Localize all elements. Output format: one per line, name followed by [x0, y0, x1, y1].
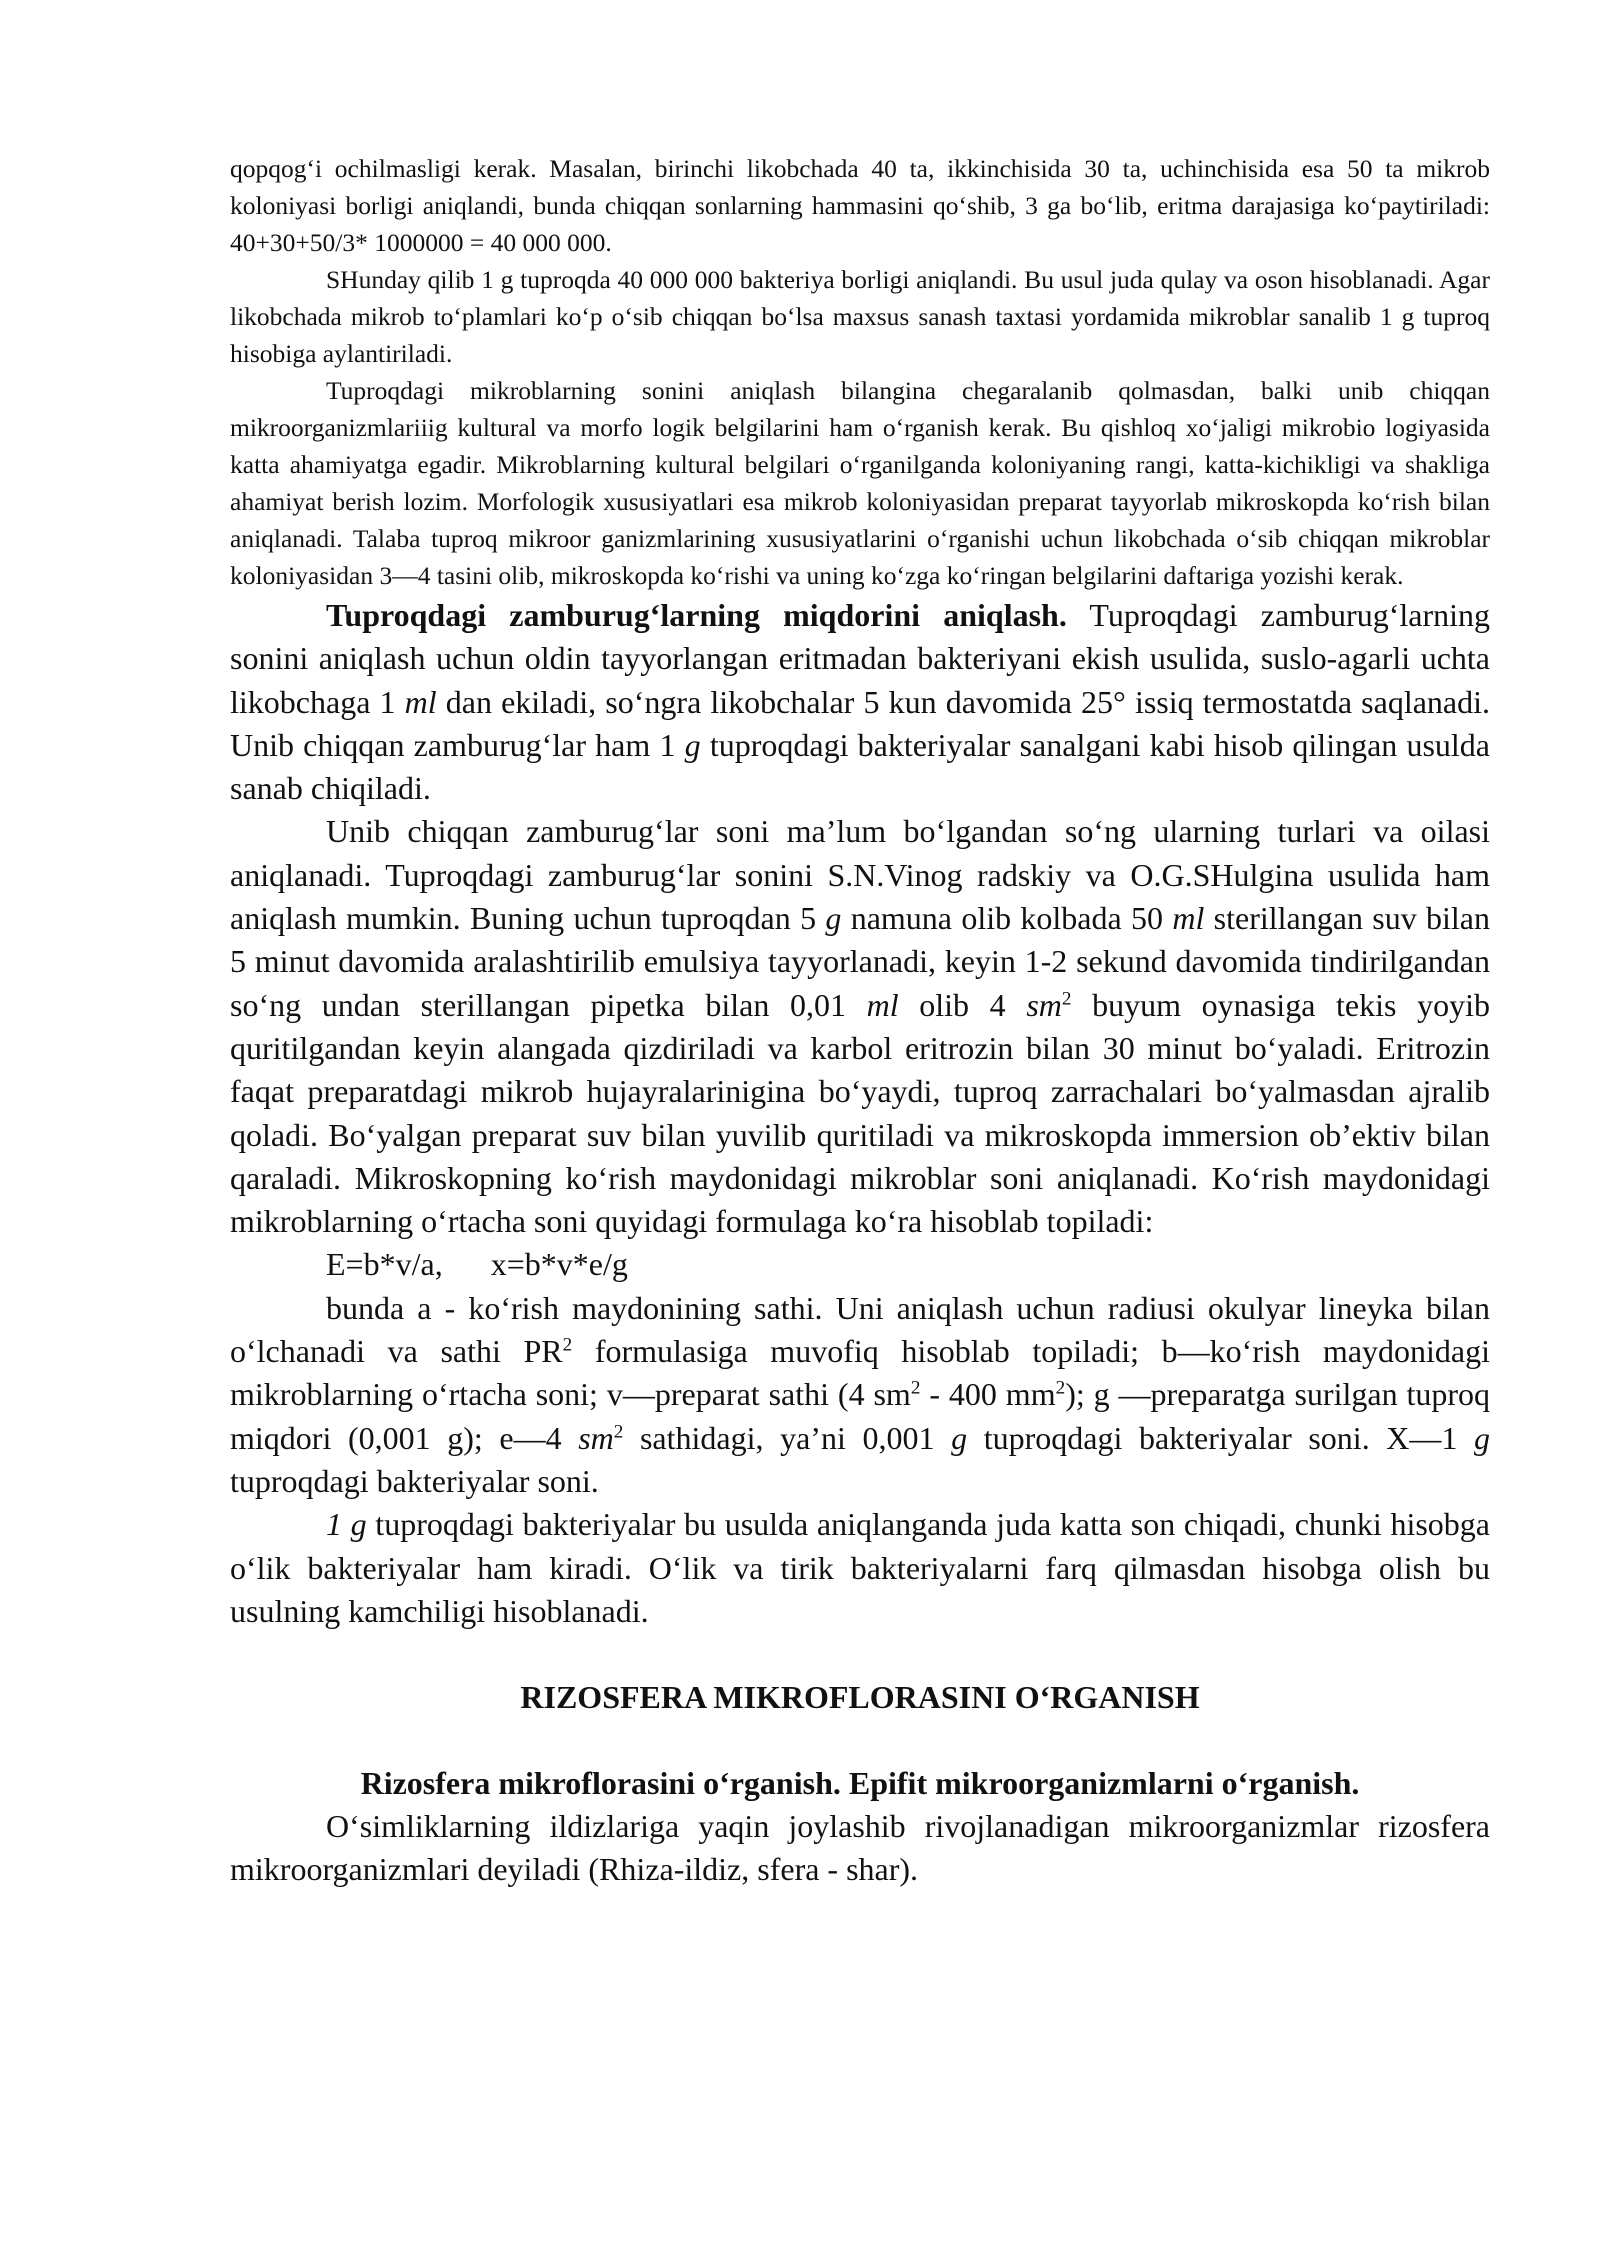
fungi-heading: Tuproqdagi zamburug‘larning miqdorini aniqlash. [326, 597, 1067, 633]
paragraph-method-drawback: 1 g tuproqdagi bakteriyalar bu usulda aniqlanganda juda katta son chiqadi, chunki hisobga o‘lik bakteriyalar ham kiradi. O‘lik va tirik bakteriyalarni farq qilmasdan hisobga olish bu usulning kamchiligi hisoblanadi. [230, 1506, 1491, 1629]
small-text-block [230, 150, 1490, 594]
section-title: RIZOSFERA MIKROFLORASINI O‘RGANISH [520, 1679, 1200, 1716]
spacer [230, 1633, 1490, 1676]
paragraph-rhizosphere-definition: O‘simliklarning ildizlariga yaqin joylashib rivojlanadigan mikroorganizmlar rizosfera mikroorganizmlari deyiladi (Rhiza-ildiz, sfera - shar). [230, 1808, 1490, 1888]
paragraph-fungi-method: Unib chiqqan zamburug‘lar soni ma’lum bo‘lgandan so‘ng ularning turlari va oilasi aniqlanadi. Tuproqdagi zamburug‘lar sonini S.N.Vinog radskiy va O.G.SHulgina usulida ham aniqlash mumkin. Buning uchun tuproqdan 5 g namuna olib kolbada 50 ml sterillangan suv bilan 5 minut davomida aralashtirilib emulsiya tayyorlanadi, keyin 1-2 sekund davomida tindirilgandan so‘ng undan sterillangan pipetka bilan 0,01 ml olib 4 $sm^2$ buyum oynasiga tekis yoyib quritilgandan keyin alangada qizdiriladi va karbol eritrozin bilan 30 minut bo‘yaladi. Eritrozin faqat preparatdagi mikrob hujayralarinigina bo‘yaydi, tuproq zarrachalari bo‘yalmasdan ajralib qoladi. Bo‘yalgan preparat suv bilan yuvilib quritiladi va mikroskopda immersion ob’ektiv bilan qaraladi. Mikroskopning ko‘rish maydonidagi mikroblar soni aniqlanadi. Ko‘rish maydonidagi mikroblarning o‘rtacha soni quyidagi formulaga ko‘ra hisoblab topiladi: [230, 813, 1491, 1240]
paragraph-colony-count: qopqog‘i ochilmasligi kerak. Masalan, birinchi likobchada 40 ta, ikkinchisida 30 ta, uchinchisida esa 50 ta mikrob koloniyasi borligi aniqlandi, bunda chiqqan sonlarning hammasini qo‘shib, 3 ga bo‘lib, eritma darajasiga ko‘paytiriladi: 40+30+50/3* 1000000 = 40 000 000. [230, 154, 1490, 257]
final-text-block [230, 1805, 1490, 1892]
paragraph-morphology: Tuproqdagi mikroblarning sonini aniqlash bilangina chegaralanib qolmasdan, balki unib chiqqan mikroorganizmlariiig kultural va morfo logik belgilarini ham o‘rganish kerak. Bu qishloq xo‘jaligi mikrobio logiyasida katta ahamiyatga egadir. Mikroblarning kultural belgilari o‘rganilganda koloniyaning rangi, katta-kichikligi va shakliga ahamiyat berish lozim. Morfologik xususiyatlari esa mikrob koloniyasidan preparat tayyorlab mikroskopda ko‘rish bilan aniqlanadi. Talaba tuproq mikroor ganizmlarining xususiyatlarini o‘rganishi uchun likobchada o‘sib chiqqan mikroblar koloniyasidan 3—4 tasini olib, mikroskopda ko‘rishi va uning ko‘zga ko‘ringan belgilarini daftariga yozishi kerak. [230, 376, 1490, 590]
large-text-block [230, 594, 1490, 1633]
paragraph-formula-explanation: bunda a - ko‘rish maydonining sathi. Uni aniqlash uchun radiusi okulyar lineyka bilan o‘lchanadi va sathi $PR^2$ formulasiga muvofiq hisoblab topiladi; b—ko‘rish maydonidagi mikroblarning o‘rtacha soni; v—preparat sathi (4 $sm^2 - 400$ $mm^2$); g —preparatga surilgan tuproq miqdori (0,001 g); e—4 $sm^2$ sathidagi, ya’ni 0,001 g tuproqdagi bakteriyalar soni. X—1 g tuproqdagi bakteriyalar soni. [230, 1289, 1491, 1499]
formula-line: E=b*v/a, x=b*v*e/g [326, 1246, 628, 1283]
spacer [230, 1719, 1490, 1762]
subsection-title: Rizosfera mikroflorasini o‘rganish. Epifit mikroorganizmlarni o‘rganish. [360, 1765, 1360, 1802]
paragraph-result: SHunday qilib 1 g tuproqda 40 000 000 bakteriya borligi aniqlandi. Bu usul juda qulay va oson hisoblanadi. Agar likobchada mikrob to‘plamlari ko‘p o‘sib chiqqan bo‘lsa maxsus sanash taxtasi yordamida mikroblar sanalib 1 g tuproq hisobiga aylantiriladi. [230, 265, 1490, 368]
paragraph-fungi-count: Tuproqdagi zamburug‘larning miqdorini aniqlash. Tuproqdagi zamburug‘larning sonini aniqlash uchun oldin tayyorlangan eritmadan bakteriyani ekish usulida, suslo-agarli uchta likobchaga 1 ml dan ekiladi, so‘ngra likobchalar 5 kun davomida 25° issiq termostatda saqlanadi. Unib chiqqan zamburug‘lar ham 1 g tuproqdagi bakteriyalar sanalgani kabi hisob qilingan usulda sanab chiqiladi. [230, 597, 1491, 807]
page-content [230, 150, 1490, 1892]
